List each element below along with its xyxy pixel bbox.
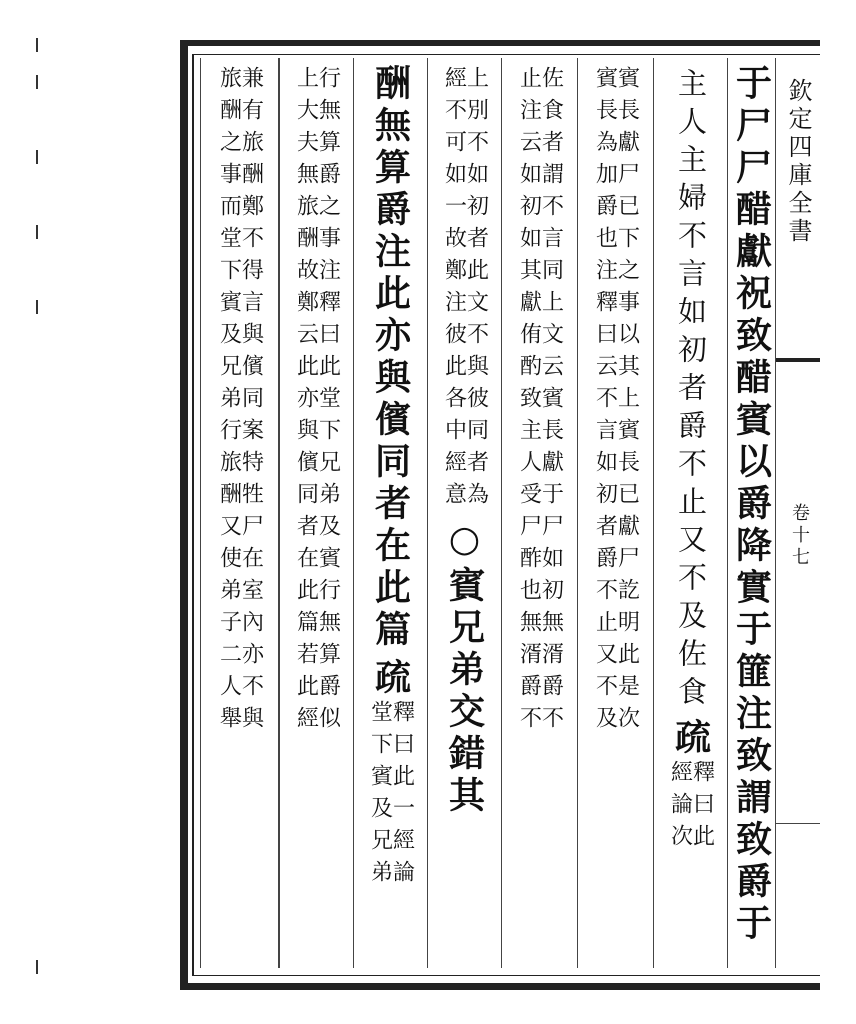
annotation-right: 釋曰此 — [689, 760, 715, 856]
scan-edge-mark — [36, 300, 38, 314]
annotation-left: 經論次 — [667, 760, 693, 856]
commentary-marker: 疏 — [669, 718, 712, 760]
scan-edge-mark — [36, 38, 38, 52]
commentary-marker: 疏 — [369, 658, 412, 700]
text-column — [727, 58, 775, 968]
annotation-right: 上別不如初者此文不與彼同者為 — [463, 66, 489, 514]
text-column — [353, 58, 427, 968]
text-column — [279, 58, 353, 968]
scan-edge-mark — [36, 150, 38, 164]
book-margin — [775, 58, 820, 968]
scan-edge-mark — [36, 75, 38, 89]
scan-edge-mark — [36, 960, 38, 974]
annotation-right: 佐食者謂不言同上文云賓長獻于尸如初無湑爵不 — [538, 66, 564, 738]
text-column — [200, 58, 279, 968]
annotation-right: 兼有旅酬鄭不得言與儐同案特牲尸在室內亦不與 — [238, 66, 264, 738]
margin-divider — [776, 823, 820, 824]
annotation-left: 止注云如初如其獻侑酌致主人受尸酢也無湑爵不 — [516, 66, 542, 738]
scan-edge-mark — [36, 225, 38, 239]
main-text: ○賓兄弟交錯其 — [443, 518, 486, 818]
annotation-left: 堂下賓及兄弟 — [367, 700, 393, 892]
annotation-right: 行無算爵之事注釋曰此堂下兄弟及賓行無算爵似 — [315, 66, 341, 738]
annotation-left: 經不可如一故鄭注彼此各中經意 — [441, 66, 467, 514]
text-column — [577, 58, 653, 968]
text-column — [653, 58, 727, 968]
annotation-left: 上大夫無旅酬故鄭云此亦與儐同者在此篇若此經 — [293, 66, 319, 738]
main-text: 酬無算爵注此亦與儐同者在此篇 — [369, 64, 412, 652]
main-text: 于尸尸醋獻祝致醋賓以爵降實于篚注致謂致爵于 — [730, 64, 773, 946]
annotation-left: 賓長為加爵也注釋曰云不言如初者爵不止又不及 — [592, 66, 618, 738]
main-text: 主人主婦不言如初者爵不止又不及佐食 — [674, 68, 708, 714]
annotation-right: 釋曰此一經論 — [389, 700, 415, 892]
text-column — [501, 58, 577, 968]
fishtail-divider — [776, 358, 820, 362]
annotation-left: 旅酬之事而堂下賓及兄弟行旅酬又使弟子二人舉 — [216, 66, 242, 738]
volume-label: 卷十七 — [789, 503, 810, 569]
annotation-right: 賓長獻尸已下之事以其上賓長已獻尸訖明此是次 — [614, 66, 640, 738]
series-title: 欽定四庫全書 — [784, 78, 812, 246]
text-column — [427, 58, 501, 968]
